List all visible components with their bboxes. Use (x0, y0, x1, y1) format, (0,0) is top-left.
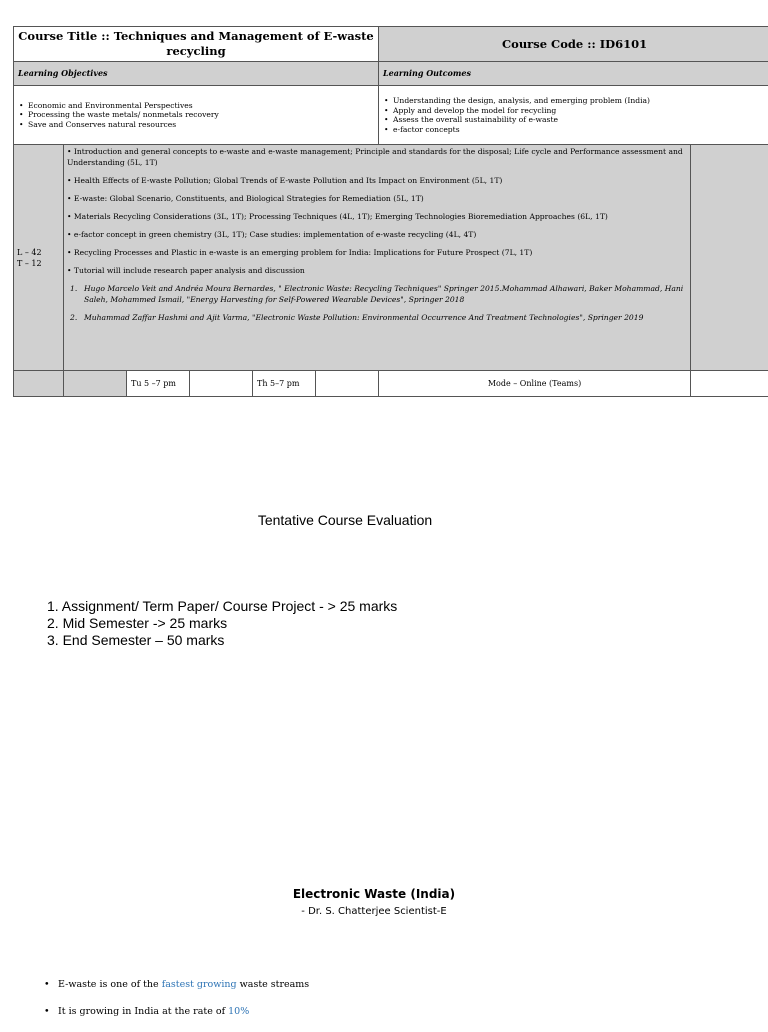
ewaste-author: - Dr. S. Chatterjee Scientist-E (301, 906, 447, 917)
outcomes-cell (379, 86, 768, 145)
reference-number: 2. (70, 313, 78, 322)
lecture-hours: L – 42 (17, 247, 42, 257)
evaluation-item: 1. Assignment/ Term Paper/ Course Project - > 25 marks (47, 598, 398, 614)
reference-text: Hugo Marcelo Veit and Andréa Moura Bernardes, " Electronic Waste: Recycling Techniques" Springer 2015.Mohammad Alhawari, Baker Mohammad, Hani Saleh, Mohammed Ismail, "Energy Harvesting for Self-Powered Wearable Devices", Springer 2018 (84, 284, 684, 304)
course-table (13, 26, 768, 397)
empty-cell (64, 371, 127, 397)
objectives-list (18, 101, 374, 130)
outcome-item: • Apply and develop the model for recycling (383, 106, 766, 116)
objectives-cell (14, 86, 379, 145)
topic-item: • Health Effects of E-waste Pollution; Global Trends of E-waste Pollution and Its Impact on Environment (5L, 1T) (67, 176, 503, 185)
topic-item: • Materials Recycling Considerations (3L, 1T); Processing Techniques (4L, 1T); Emerging Technologies Bioremediation Approaches (6L, 1T) (67, 212, 608, 221)
objective-item: • Save and Conserves natural resources (18, 120, 374, 130)
topic-item: • Recycling Processes and Plastic in e-waste is an emerging problem for India: Implications for Future Prospect (7L, 1T) (67, 248, 533, 257)
topic-item: • Tutorial will include research paper analysis and discussion (67, 266, 305, 275)
outcomes-list (383, 96, 766, 134)
evaluation-list (47, 598, 397, 649)
topic-item: • E-waste: Global Scenario, Constituents, and Biological Strategies for Remediation (5L, 1T) (67, 194, 424, 203)
course-title: Course Title :: Techniques and Management of E-waste recycling (14, 27, 379, 62)
reference-item (67, 283, 687, 305)
course-code: Course Code :: ID6101 (379, 27, 768, 62)
empty-cell (316, 371, 379, 397)
course-content (64, 145, 691, 371)
reference-number: 1. (70, 284, 78, 293)
tutorial-hours: T – 12 (17, 258, 42, 268)
outcome-item: • Assess the overall sustainability of e-waste (383, 115, 766, 125)
outcome-item: • Understanding the design, analysis, and emerging problem (India) (383, 96, 766, 106)
empty-cell (14, 371, 64, 397)
topic-item: • Introduction and general concepts to e-waste and e-waste management; Principle and standards for the disposal; Life cycle and Performance assessment and Understanding (5L, 1T) (67, 147, 683, 167)
evaluation-title: Tentative Course Evaluation (257, 512, 433, 528)
hours-cell (14, 145, 64, 371)
bullet-highlight: fastest growing (161, 979, 237, 990)
schedule-mode: Mode – Online (Teams) (379, 371, 691, 397)
reference-item (67, 312, 687, 323)
evaluation-item: 3. End Semester – 50 marks (47, 632, 225, 648)
bullet-text: It is growing in India at the rate of (58, 1006, 229, 1017)
evaluation-item: 2. Mid Semester -> 25 marks (47, 615, 228, 631)
empty-cell (190, 371, 253, 397)
objective-item: • Processing the waste metals/ nonmetals recovery (18, 110, 374, 120)
schedule-tuesday: Tu 5 –7 pm (127, 371, 190, 397)
objective-item: • Economic and Environmental Perspectives (18, 101, 374, 111)
bullet-highlight: 10% (228, 1006, 250, 1017)
empty-cell (691, 371, 768, 397)
schedule-thursday: Th 5–7 pm (253, 371, 316, 397)
topic-item: • e-factor concept in green chemistry (3L, 1T); Case studies: implementation of e-waste recycling (4L, 4T) (67, 230, 477, 239)
bullet-text: waste streams (236, 979, 310, 990)
ewaste-bullet (44, 1005, 309, 1032)
objectives-header: Learning Objectives (14, 62, 379, 86)
ewaste-title: Electronic Waste (India) (292, 887, 456, 901)
outcome-item: • e-factor concepts (383, 125, 766, 135)
reference-text: Muhammad Zaffar Hashmi and Ajit Varma, "Electronic Waste Pollution: Environmental Occurrence And Treatment Technologies", Springer 2019 (84, 313, 644, 322)
outcomes-header: Learning Outcomes (379, 62, 768, 86)
ewaste-bullet (44, 978, 309, 1005)
empty-cell (691, 145, 768, 371)
bullet-text: E-waste is one of the (58, 979, 162, 990)
